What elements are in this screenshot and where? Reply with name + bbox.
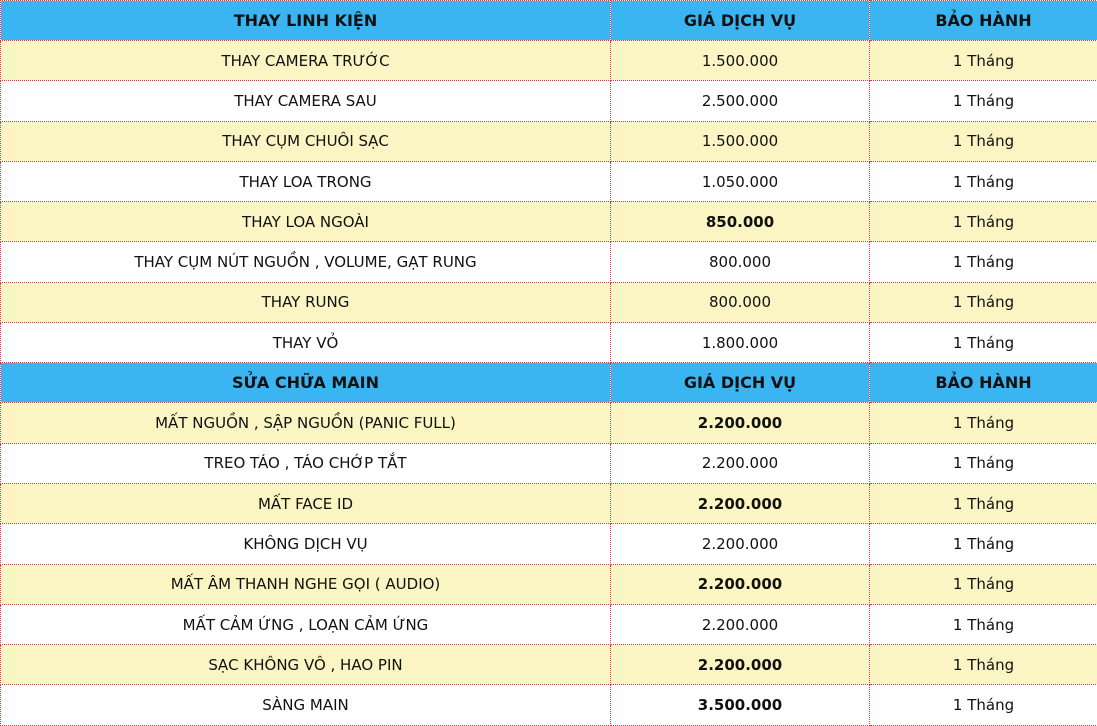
service-name: SÀNG MAIN bbox=[1, 685, 611, 725]
service-warranty: 1 Tháng bbox=[870, 443, 1097, 483]
service-name: THAY VỎ bbox=[1, 323, 611, 363]
service-warranty: 1 Tháng bbox=[870, 524, 1097, 564]
service-warranty: 1 Tháng bbox=[870, 604, 1097, 644]
section-header-main bbox=[1, 363, 1097, 403]
service-price: 2.200.000 bbox=[611, 483, 870, 523]
table-row bbox=[1, 645, 1097, 685]
service-price: 2.200.000 bbox=[611, 645, 870, 685]
service-name: THAY CAMERA TRƯỚC bbox=[1, 41, 611, 81]
service-price: 3.500.000 bbox=[611, 685, 870, 725]
service-name: TREO TÁO , TÁO CHỚP TẮT bbox=[1, 443, 611, 483]
table-row bbox=[1, 41, 1097, 81]
column-header-service: THAY LINH KIỆN bbox=[1, 1, 611, 41]
column-header-warranty: BẢO HÀNH bbox=[870, 1, 1097, 41]
service-name: MẤT FACE ID bbox=[1, 483, 611, 523]
service-name: THAY CỤM CHUÔI SẠC bbox=[1, 121, 611, 161]
service-name: MẤT NGUỒN , SẬP NGUỒN (PANIC FULL) bbox=[1, 403, 611, 443]
column-header-price: GIÁ DỊCH VỤ bbox=[611, 1, 870, 41]
service-warranty: 1 Tháng bbox=[870, 564, 1097, 604]
service-price: 2.200.000 bbox=[611, 604, 870, 644]
section-header-parts bbox=[1, 1, 1097, 41]
service-warranty: 1 Tháng bbox=[870, 81, 1097, 121]
service-warranty: 1 Tháng bbox=[870, 483, 1097, 523]
service-name: KHÔNG DỊCH VỤ bbox=[1, 524, 611, 564]
service-warranty: 1 Tháng bbox=[870, 121, 1097, 161]
service-price: 800.000 bbox=[611, 242, 870, 282]
column-header-price: GIÁ DỊCH VỤ bbox=[611, 363, 870, 403]
table-row bbox=[1, 564, 1097, 604]
service-name: THAY LOA TRONG bbox=[1, 161, 611, 201]
service-price: 850.000 bbox=[611, 202, 870, 242]
service-name: THAY LOA NGOÀI bbox=[1, 202, 611, 242]
table-row bbox=[1, 604, 1097, 644]
service-price: 2.500.000 bbox=[611, 81, 870, 121]
table-row bbox=[1, 282, 1097, 322]
service-price: 1.800.000 bbox=[611, 323, 870, 363]
table-row bbox=[1, 161, 1097, 201]
table-row bbox=[1, 685, 1097, 725]
service-price: 2.200.000 bbox=[611, 403, 870, 443]
service-name: MẤT CẢM ỨNG , LOẠN CẢM ỨNG bbox=[1, 604, 611, 644]
service-warranty: 1 Tháng bbox=[870, 403, 1097, 443]
service-warranty: 1 Tháng bbox=[870, 161, 1097, 201]
service-price: 2.200.000 bbox=[611, 524, 870, 564]
service-name: MẤT ÂM THANH NGHE GỌI ( AUDIO) bbox=[1, 564, 611, 604]
column-header-service: SỬA CHỮA MAIN bbox=[1, 363, 611, 403]
service-price: 800.000 bbox=[611, 282, 870, 322]
table-row bbox=[1, 483, 1097, 523]
service-name: THAY CAMERA SAU bbox=[1, 81, 611, 121]
service-warranty: 1 Tháng bbox=[870, 645, 1097, 685]
service-name: SẠC KHÔNG VÔ , HAO PIN bbox=[1, 645, 611, 685]
table-row bbox=[1, 81, 1097, 121]
service-warranty: 1 Tháng bbox=[870, 41, 1097, 81]
service-warranty: 1 Tháng bbox=[870, 282, 1097, 322]
service-price: 1.500.000 bbox=[611, 41, 870, 81]
service-price: 2.200.000 bbox=[611, 443, 870, 483]
table-row bbox=[1, 524, 1097, 564]
service-name: THAY CỤM NÚT NGUỒN , VOLUME, GẠT RUNG bbox=[1, 242, 611, 282]
table-row bbox=[1, 443, 1097, 483]
service-price: 1.050.000 bbox=[611, 161, 870, 201]
column-header-warranty: BẢO HÀNH bbox=[870, 363, 1097, 403]
service-warranty: 1 Tháng bbox=[870, 202, 1097, 242]
table-row bbox=[1, 242, 1097, 282]
table-row bbox=[1, 121, 1097, 161]
table-row bbox=[1, 403, 1097, 443]
service-warranty: 1 Tháng bbox=[870, 242, 1097, 282]
service-warranty: 1 Tháng bbox=[870, 323, 1097, 363]
table-row bbox=[1, 202, 1097, 242]
service-warranty: 1 Tháng bbox=[870, 685, 1097, 725]
service-price: 2.200.000 bbox=[611, 564, 870, 604]
table-row bbox=[1, 323, 1097, 363]
service-name: THAY RUNG bbox=[1, 282, 611, 322]
service-price: 1.500.000 bbox=[611, 121, 870, 161]
